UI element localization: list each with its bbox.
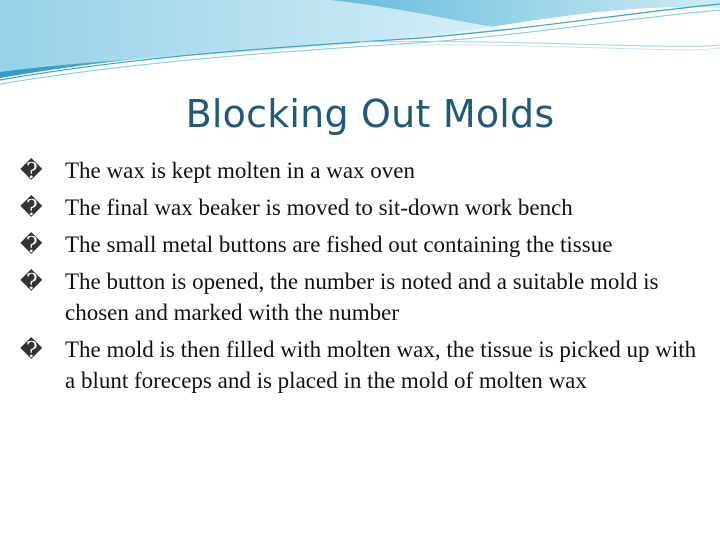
wave-line-4 [400,45,720,50]
bullet-list [20,155,710,402]
bullet-text: The wax is kept molten in a wax oven [65,158,416,183]
bullet-marker-icon: � [20,195,43,220]
bullet-item [20,192,710,223]
bullet-marker-icon: � [20,232,43,257]
bullet-text: The small metal buttons are fished out containing the tissue [65,232,613,257]
bullet-marker-icon: � [20,158,43,183]
bullet-text: The mold is then filled with molten wax, the tissue is picked up with a blunt foreceps and is placed in the mold of molten wax [65,337,697,393]
bullet-text: The final wax beaker is moved to sit-down work bench [65,195,573,220]
bullet-marker-icon: � [20,269,43,294]
bullet-marker-icon: � [20,337,43,362]
bullet-text: The button is opened, the number is noted and a suitable mold is chosen and marked with the number [65,269,659,325]
bullet-item [20,155,710,186]
header-wave-decoration [0,0,720,90]
bullet-item [20,229,710,260]
slide-title: Blocking Out Molds [185,92,555,136]
bullet-item [20,266,710,328]
bullet-item [20,334,710,396]
wave-line-3 [360,41,720,46]
